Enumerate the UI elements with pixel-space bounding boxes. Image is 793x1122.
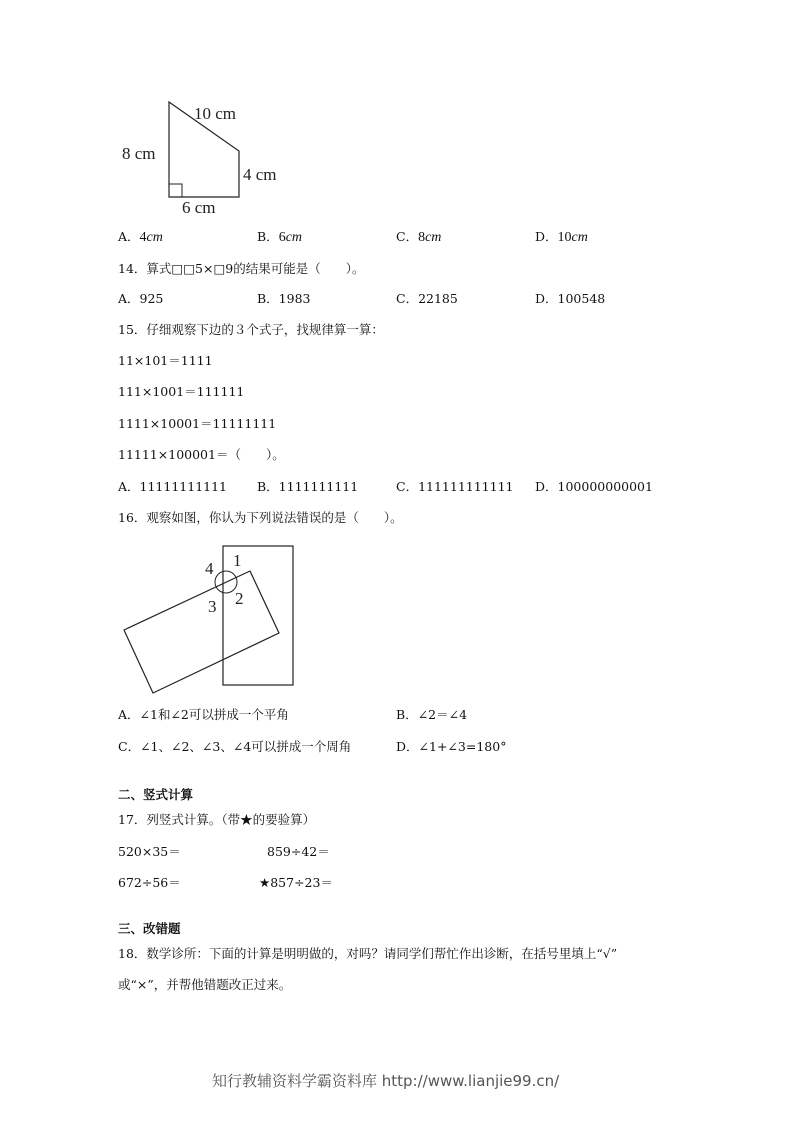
option-unit: cm bbox=[285, 230, 303, 245]
q15-option-b[interactable]: B．1111111111 bbox=[257, 479, 359, 494]
q14-option-b[interactable]: B．1983 bbox=[257, 291, 311, 306]
q15-option-d[interactable]: D．100000000001 bbox=[535, 479, 653, 494]
q15-line-3: 1111×10001＝11111111 bbox=[118, 416, 277, 431]
q17-item-2: 859÷42＝ bbox=[267, 844, 330, 859]
q18-line-2: 或“×”，并帮他错题改正过来。 bbox=[118, 977, 292, 992]
option-letter: C． bbox=[396, 229, 419, 244]
q15-line-4: 11111×100001＝（ ）。 bbox=[118, 447, 285, 462]
q17-item-4: ★857÷23＝ bbox=[259, 875, 333, 890]
q13-option-b[interactable] bbox=[257, 229, 302, 246]
q16-option-d[interactable] bbox=[396, 739, 506, 755]
q17-stem: 17．列竖式计算。（带★的要验算） bbox=[118, 812, 316, 827]
label-10cm: 10 cm bbox=[194, 104, 237, 123]
option-number: 4 bbox=[139, 230, 147, 245]
q15-stem: 15．仔细观察下边的３个式子，找规律算一算： bbox=[118, 322, 384, 337]
section-3-heading: 三、改错题 bbox=[118, 921, 181, 936]
q15-option-a[interactable]: A．11111111111 bbox=[118, 479, 228, 494]
q15-line-2: 111×1001＝111111 bbox=[118, 384, 245, 399]
option-number: 10 bbox=[557, 230, 572, 245]
angle-label-4: 4 bbox=[205, 559, 214, 578]
option-unit: cm bbox=[571, 230, 588, 245]
intersecting-rectangles-figure bbox=[118, 538, 308, 700]
q14-stem: 14．算式□□5×□9的结果可能是（ ）。 bbox=[118, 261, 365, 276]
q13-option-d[interactable] bbox=[535, 229, 588, 246]
option-letter: A． bbox=[118, 707, 140, 722]
q13-option-c[interactable] bbox=[396, 229, 441, 246]
option-text: ∠1、∠2、∠3、∠4可以拼成一个周角 bbox=[140, 739, 352, 754]
trapezoid-figure bbox=[118, 96, 298, 218]
q16-stem: 16．观察如图，你认为下列说法错误的是（ ）。 bbox=[118, 510, 403, 525]
footer-watermark: 知行教辅资料学霸资料库 http://www.lianjie99.cn/ bbox=[212, 1072, 560, 1090]
option-text: ∠2＝∠4 bbox=[417, 707, 468, 722]
label-4cm: 4 cm bbox=[243, 165, 277, 184]
option-letter: D． bbox=[535, 229, 558, 244]
q14-option-d[interactable]: D．100548 bbox=[535, 291, 606, 306]
angle-label-1: 1 bbox=[233, 551, 242, 570]
option-letter: A． bbox=[118, 229, 140, 244]
option-letter: C． bbox=[118, 739, 141, 754]
option-letter: B． bbox=[257, 229, 279, 244]
angle-label-2: 2 bbox=[235, 589, 244, 608]
q18-line-1: 18．数学诊所：下面的计算是明明做的，对吗？请同学们帮忙作出诊断，在括号里填上“√” bbox=[118, 946, 618, 961]
q16-option-c[interactable] bbox=[118, 739, 351, 755]
q15-line-1: 11×101＝1111 bbox=[118, 353, 213, 368]
option-unit: cm bbox=[146, 230, 163, 245]
tilted-rectangle bbox=[124, 571, 279, 693]
q16-option-b[interactable] bbox=[396, 707, 467, 723]
option-unit: cm bbox=[425, 230, 442, 245]
q16-option-a[interactable] bbox=[118, 707, 289, 723]
label-6cm: 6 cm bbox=[182, 198, 216, 217]
right-angle-mark bbox=[169, 184, 182, 197]
option-text: ∠1和∠2可以拼成一个平角 bbox=[139, 707, 289, 722]
option-text: ∠1+∠3=180° bbox=[418, 739, 507, 754]
option-number: 8 bbox=[418, 230, 426, 245]
option-number: 6 bbox=[278, 230, 286, 245]
q17-item-3: 672÷56＝ bbox=[118, 875, 181, 890]
section-2-heading: 二、竖式计算 bbox=[118, 787, 194, 802]
option-letter: B． bbox=[396, 707, 418, 722]
q14-option-a[interactable]: A．925 bbox=[118, 291, 164, 306]
label-8cm: 8 cm bbox=[122, 144, 156, 163]
q14-option-c[interactable]: C．22185 bbox=[396, 291, 458, 306]
q13-option-a[interactable] bbox=[118, 229, 163, 246]
angle-label-3: 3 bbox=[208, 597, 217, 616]
q15-option-c[interactable]: C．111111111111 bbox=[396, 479, 514, 494]
q17-item-1: 520×35＝ bbox=[118, 844, 181, 859]
option-letter: D． bbox=[396, 739, 419, 754]
